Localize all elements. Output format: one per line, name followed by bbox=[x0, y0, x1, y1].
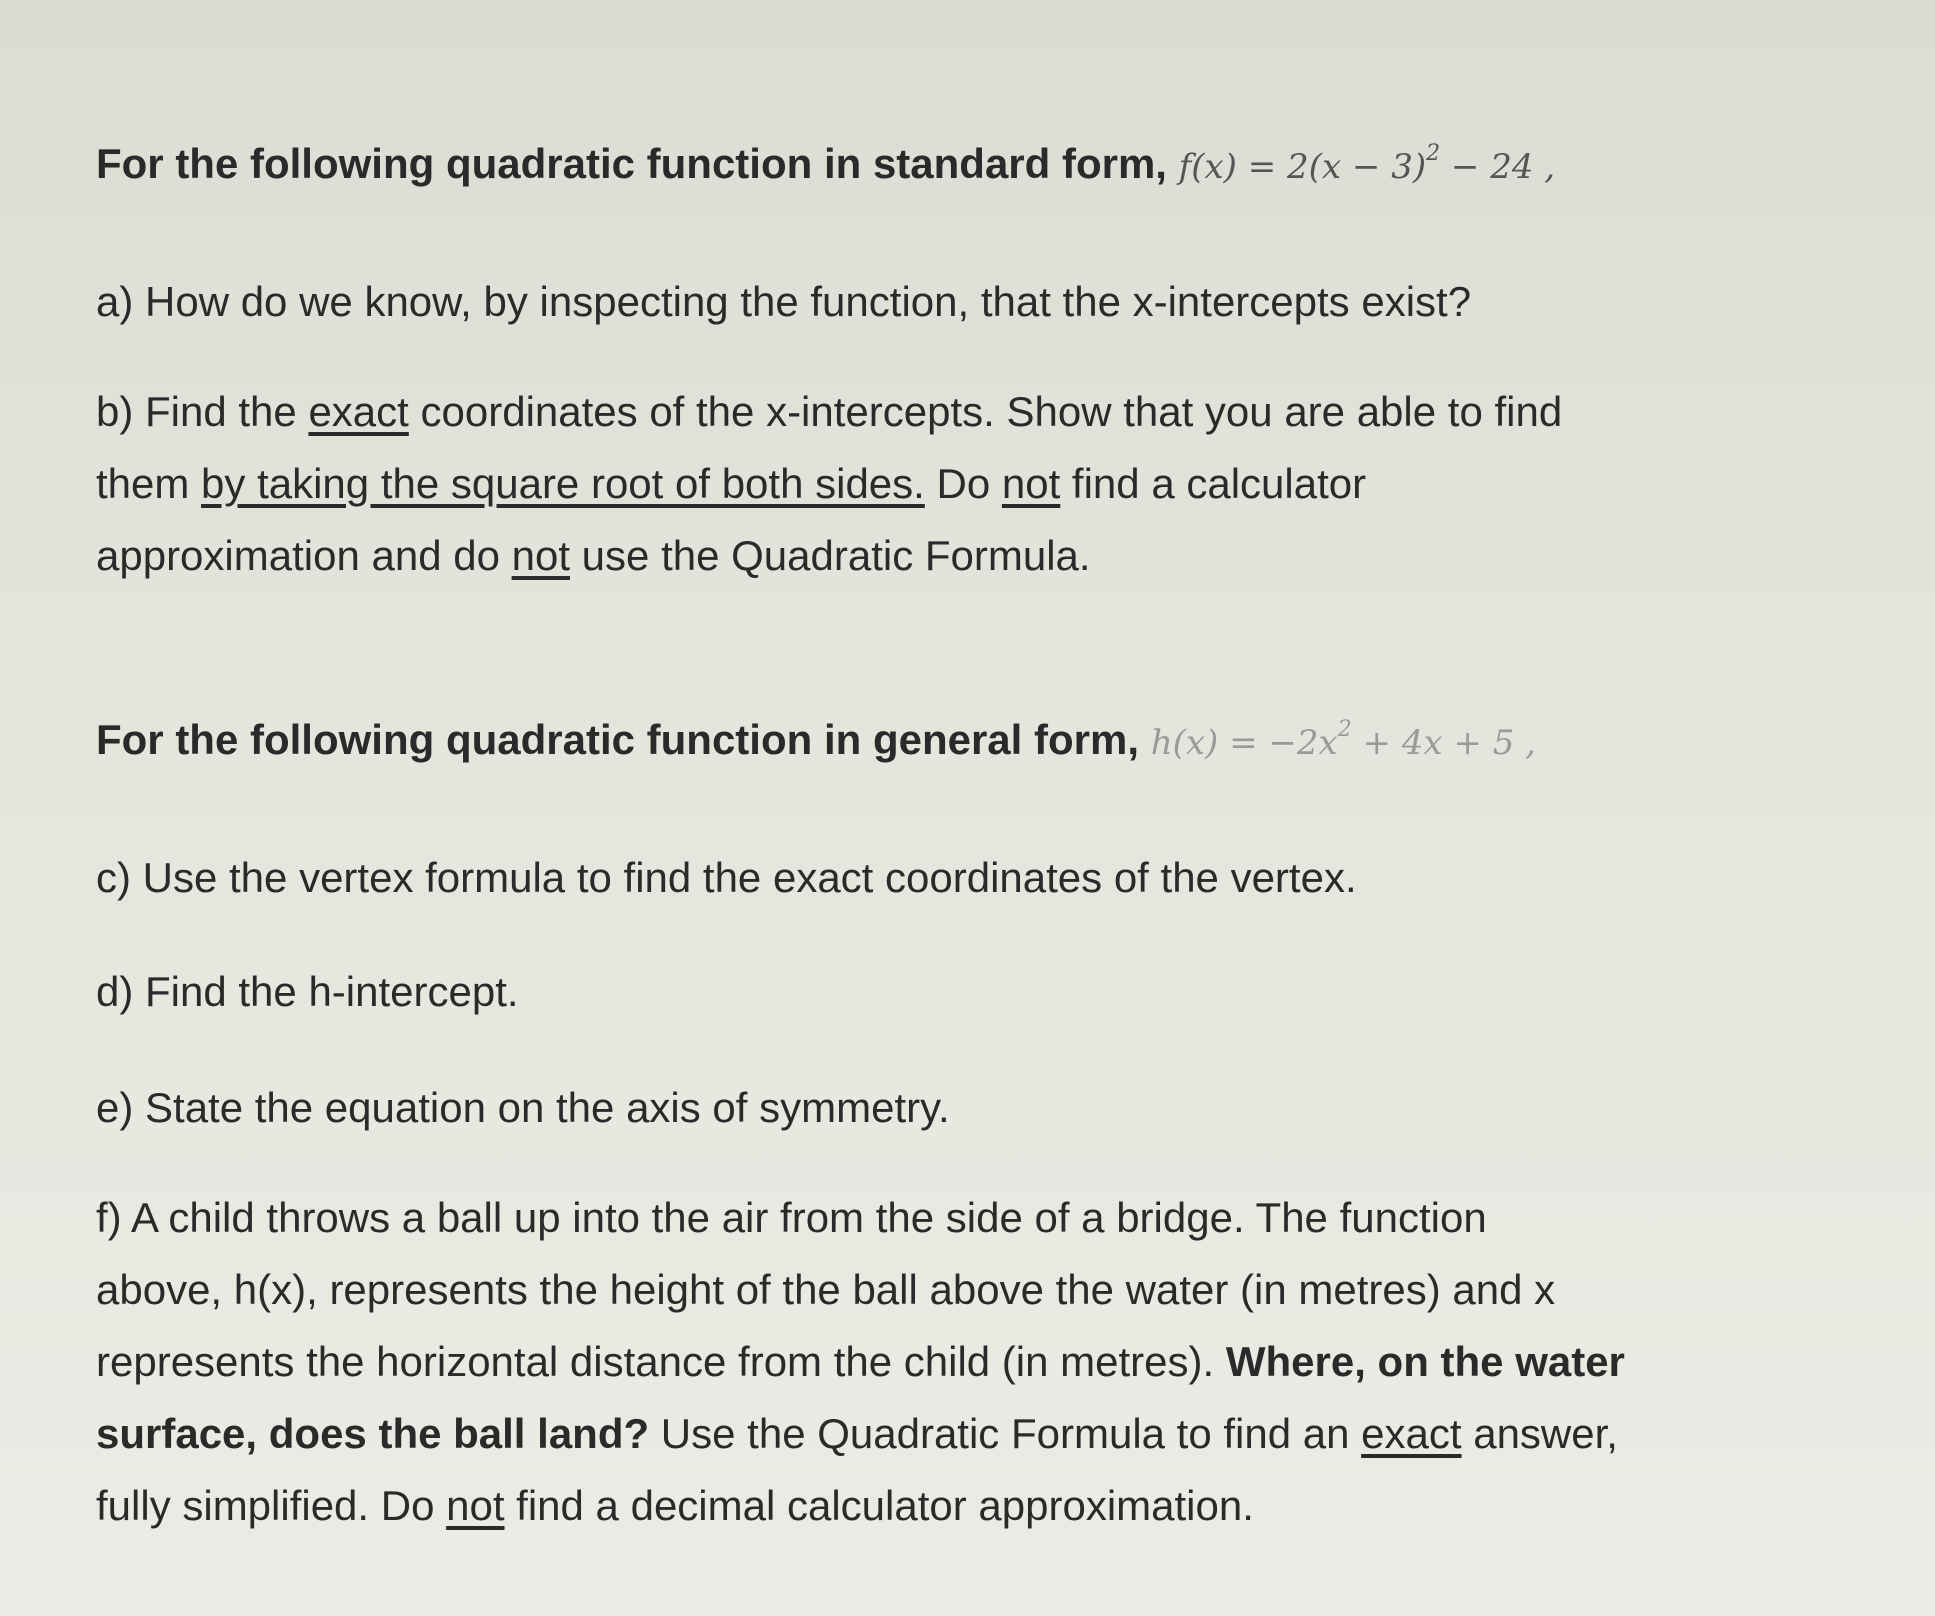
question-c: c) Use the vertex formula to find the exact coordinates of the vertex. bbox=[96, 854, 1357, 901]
question-b-text: them bbox=[96, 460, 202, 507]
general-form-function-body: h(x) = −2x bbox=[1150, 723, 1338, 763]
standard-form-function-body: f(x) = 2(x − 3) bbox=[1178, 147, 1427, 187]
question-b-text: b) Find the bbox=[96, 388, 309, 435]
question-b-text-end: find a calculator bbox=[1060, 460, 1367, 507]
general-form-intro bbox=[96, 714, 1536, 769]
question-f-line-1: f) A child throws a ball up into the air from the side of a bridge. The function bbox=[96, 1194, 1487, 1241]
question-b-underlined-not-2: not bbox=[511, 532, 571, 579]
question-f-underlined-exact: exact bbox=[1361, 1410, 1462, 1457]
question-f-text-end: answer, bbox=[1461, 1410, 1618, 1457]
general-form-function-exponent: 2 bbox=[1337, 717, 1352, 742]
question-b-line-2 bbox=[96, 458, 1366, 510]
question-b-text: approximation and do bbox=[96, 532, 512, 579]
question-d: d) Find the h-intercept. bbox=[96, 968, 519, 1015]
question-f-line-4 bbox=[96, 1408, 1618, 1460]
question-b-underlined-exact: exact bbox=[308, 388, 409, 435]
standard-form-intro-text: For the following quadratic function in standard form, bbox=[96, 140, 1167, 187]
question-b-text-cont: coordinates of the x-intercepts. Show that you are able to find bbox=[408, 388, 1563, 435]
question-f-text-mid: Use the Quadratic Formula to find an bbox=[649, 1410, 1362, 1457]
question-f-line-2: above, h(x), represents the height of the ball above the water (in metres) and x bbox=[96, 1266, 1556, 1313]
question-f-bold-text-cont: surface, does the ball land? bbox=[96, 1410, 650, 1457]
question-f-line-5 bbox=[96, 1480, 1254, 1532]
general-form-function-tail: + 4x + 5 , bbox=[1351, 723, 1536, 763]
question-f-line-3 bbox=[96, 1336, 1625, 1388]
standard-form-function-tail: − 24 , bbox=[1440, 147, 1556, 187]
question-f-text: fully simplified. Do bbox=[96, 1482, 447, 1529]
question-b-underlined-method: by taking the square root of both sides. bbox=[201, 460, 925, 507]
standard-form-function bbox=[1178, 141, 1556, 187]
question-f-bold-text: Where, on the water bbox=[1225, 1338, 1625, 1385]
question-a: a) How do we know, by inspecting the function, that the x-intercepts exist? bbox=[96, 278, 1472, 325]
question-b-text-mid: Do bbox=[924, 460, 1002, 507]
standard-form-intro bbox=[96, 138, 1555, 193]
question-b-line-3 bbox=[96, 530, 1091, 582]
question-b-underlined-not: not bbox=[1001, 460, 1061, 507]
question-b-text-end: use the Quadratic Formula. bbox=[570, 532, 1091, 579]
question-f-text-end: find a decimal calculator approximation. bbox=[504, 1482, 1254, 1529]
question-f-underlined-not: not bbox=[446, 1482, 505, 1529]
question-f-text: represents the horizontal distance from the child (in metres). bbox=[96, 1338, 1226, 1385]
question-b-line-1 bbox=[96, 386, 1562, 438]
general-form-intro-text: For the following quadratic function in general form, bbox=[96, 716, 1140, 763]
question-e: e) State the equation on the axis of symmetry. bbox=[96, 1084, 950, 1131]
standard-form-function-exponent: 2 bbox=[1426, 141, 1441, 166]
general-form-function bbox=[1150, 717, 1536, 763]
